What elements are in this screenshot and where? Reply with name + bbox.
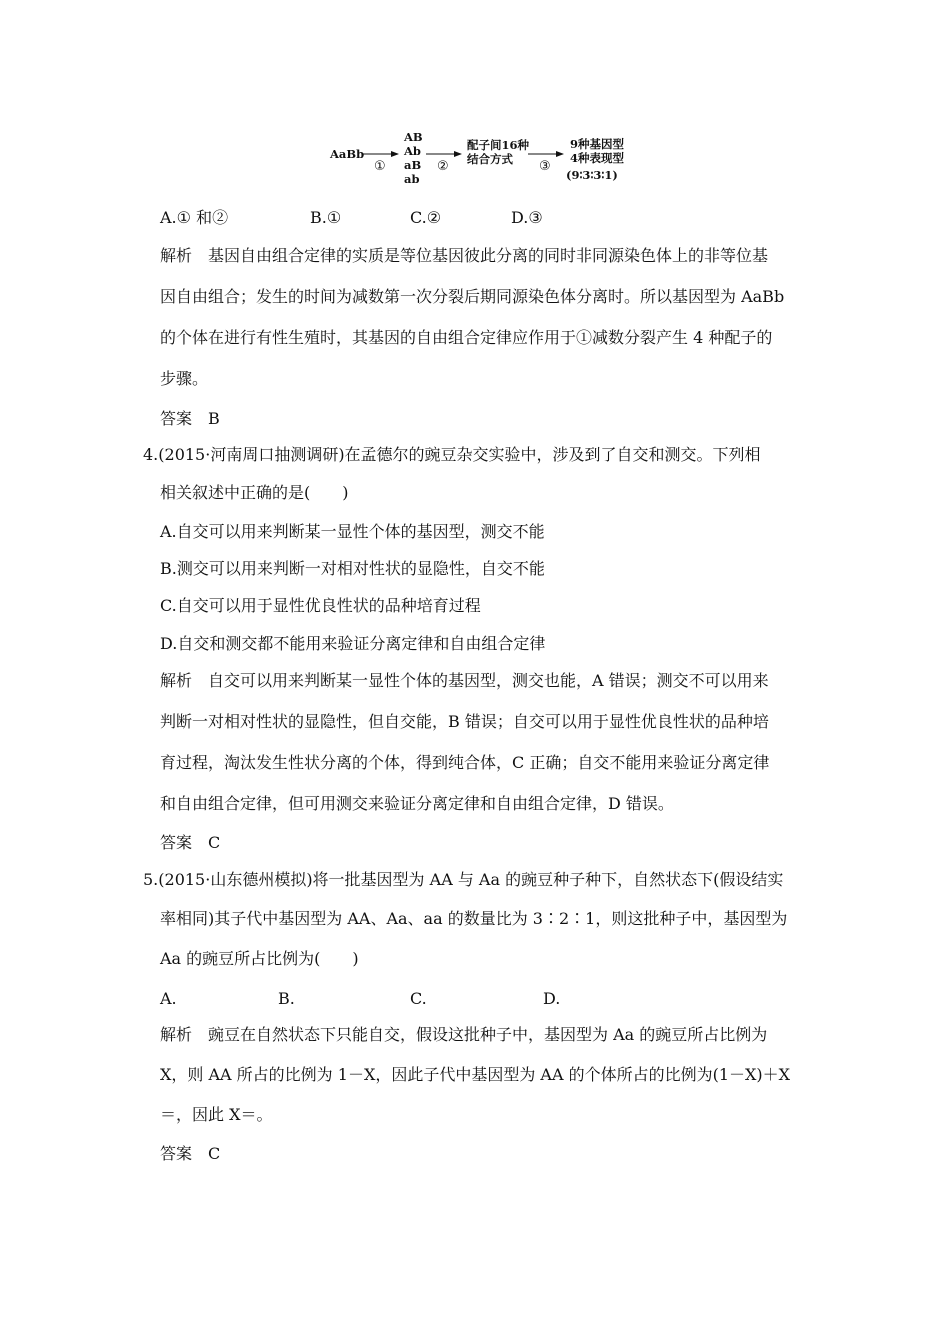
q5-option-c: C. [410,989,427,1008]
q5-option-d: D. [543,989,561,1008]
q4-option-d: D.自交和测交都不能用来验证分离定律和自由组合定律 [160,634,546,653]
diagram-gamete-1: AB [404,130,423,144]
q4-stem-line-1: 4.(2015·河南周口抽测调研)在孟德尔的豌豆杂交实验中，涉及到了自交和测交。下列相 [143,445,761,464]
diagram-start-genotype: AaBb [330,147,365,161]
q4-analysis-line-4: 和自由组合定律，但可用测交来验证分离定律和自由组合定律，D 错误。 [160,794,674,813]
q5-answer: 答案 C [160,1144,221,1163]
q4-option-a: A.自交可以用来判断某一显性个体的基因型，测交不能 [160,522,545,541]
q4-stem-line-2: 相关叙述中正确的是( ) [160,483,349,502]
diagram-step-3: ③ [539,159,551,174]
diagram-result-line-2: 4种表现型 [570,151,625,165]
diagram-gamete-4: ab [404,172,420,186]
q5-stem-line-3: Aa 的豌豆所占比例为( ) [160,949,359,968]
q5-stem-line-1: 5.(2015·山东德州模拟)将一批基因型为 AA 与 Aa 的豌豆种子种下，自然状态下(假设结实 [143,870,784,889]
q3-answer: 答案 B [160,409,220,428]
q3-option-a: A.① 和② [160,208,229,227]
q4-analysis-line-1: 解析 自交可以用来判断某一显性个体的基因型，测交也能，A 错误；测交不可以用来 [160,671,769,690]
q5-analysis-line-3: ＝，因此 X＝。 [160,1105,273,1124]
q5-analysis-line-1: 解析 豌豆在自然状态下只能自交，假设这批种子中，基因型为 Aa 的豌豆所占比例为 [160,1025,768,1044]
diagram-middle-line-2: 结合方式 [467,152,513,166]
q3-analysis-line-1: 解析 基因自由组合定律的实质是等位基因彼此分离的同时非同源染色体上的非等位基 [160,246,769,265]
diagram-result-ratio: (9∶3∶3∶1) [566,168,618,182]
q3-analysis-line-3: 的个体在进行有性生殖时，其基因的自由组合定律应作用于①减数分裂产生 4 种配子的 [160,328,773,347]
diagram-gamete-2: Ab [404,144,421,158]
q5-option-a: A. [160,989,177,1008]
diagram-gamete-3: aB [404,158,422,172]
q4-answer: 答案 C [160,833,221,852]
diagram-middle-line-1: 配子间16种 [467,138,530,152]
q5-analysis-line-2: X，则 AA 所占的比例为 1－X，因此子代中基因型为 AA 的个体所占的比例为(1－X)＋X [160,1065,791,1084]
diagram-step-2: ② [437,159,449,174]
q5-stem-line-2: 率相同)其子代中基因型为 AA、Aa、aa 的数量比为 3∶2∶1，则这批种子中，基因型为 [160,909,788,928]
q3-analysis-line-4: 步骤。 [160,369,209,388]
q4-option-c: C.自交可以用于显性优良性状的品种培育过程 [160,596,481,615]
gene-combination-diagram [0,0,950,200]
q4-analysis-line-2: 判断一对相对性状的显隐性，但自交能，B 错误；自交可以用于显性优良性状的品种培 [160,712,769,731]
q4-analysis-line-3: 育过程，淘汰发生性状分离的个体，得到纯合体，C 正确；自交不能用来验证分离定律 [160,753,770,772]
q3-option-b: B.① [310,208,342,227]
q5-option-b: B. [278,989,295,1008]
diagram-result-line-1: 9种基因型 [570,137,625,151]
q3-option-c: C.② [410,208,442,227]
q3-option-d: D.③ [511,208,543,227]
diagram-step-1: ① [374,159,386,174]
q4-option-b: B.测交可以用来判断一对相对性状的显隐性，自交不能 [160,559,545,578]
q3-analysis-line-2: 因自由组合；发生的时间为减数第一次分裂后期同源染色体分离时。所以基因型为 AaBb [160,287,785,306]
